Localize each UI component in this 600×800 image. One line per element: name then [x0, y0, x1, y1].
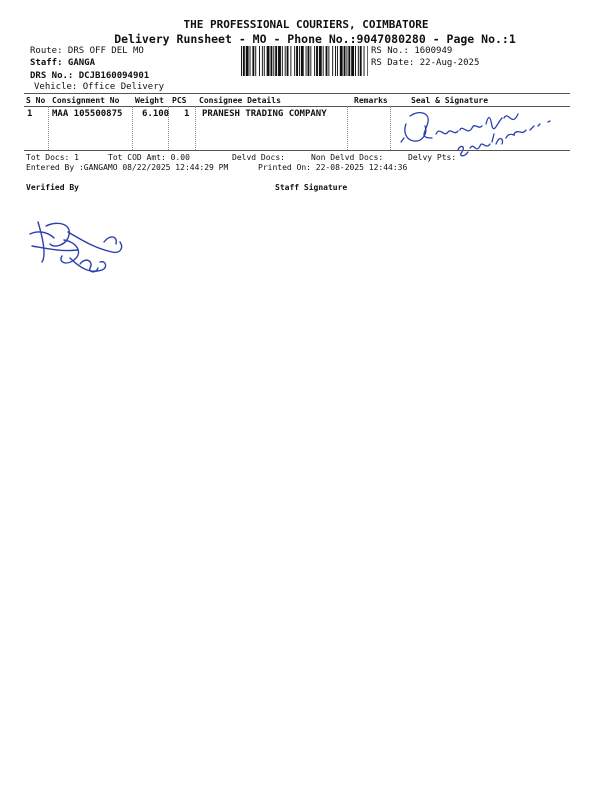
- barcode-bar: [328, 46, 329, 76]
- barcode-bar: [316, 46, 318, 76]
- rs-date: RS Date: 22-Aug-2025: [371, 58, 480, 68]
- barcode-bar: [319, 46, 322, 76]
- barcode-bar: [262, 46, 263, 76]
- barcode-bar: [351, 46, 354, 76]
- entered-by: Entered By :GANGAMO 08/22/2025 12:44:29 PM: [26, 163, 229, 172]
- table-bottom-rule: [24, 150, 570, 151]
- barcode-bar: [287, 46, 289, 76]
- barcode-bar: [241, 46, 242, 76]
- col-divider: [347, 106, 348, 150]
- col-header-sno: S No: [26, 96, 46, 105]
- col-header-pcs: PCS: [172, 96, 187, 105]
- barcode-bar: [255, 46, 256, 76]
- barcode-bar: [314, 46, 315, 76]
- barcode-bar: [337, 46, 338, 76]
- row-consignment: MAA 105500875: [52, 109, 123, 119]
- col-divider: [195, 106, 196, 150]
- barcode-bar: [323, 46, 324, 76]
- barcode-bar: [310, 46, 311, 76]
- col-divider: [48, 106, 49, 150]
- delivery-points: Delvy Pts:: [408, 153, 457, 162]
- barcode-bar: [264, 46, 265, 76]
- barcode-bar: [282, 46, 283, 76]
- barcode-bar: [306, 46, 307, 76]
- delivered-docs: Delvd Docs:: [232, 153, 285, 162]
- company-title: THE PROFESSIONAL COURIERS, COIMBATORE: [183, 18, 429, 31]
- barcode-bar: [243, 46, 245, 76]
- barcode-bar: [360, 46, 362, 76]
- barcode-bar: [278, 46, 281, 76]
- col-divider: [132, 106, 133, 150]
- table-top-rule: [24, 93, 570, 94]
- staff-signature-label: Staff Signature: [275, 183, 348, 192]
- row-consignee: PRANESH TRADING COMPANY: [202, 109, 327, 119]
- barcode-bar: [358, 46, 359, 76]
- col-header-consignment: Consignment No: [52, 96, 120, 105]
- barcode-bar: [270, 46, 272, 76]
- barcode-bar: [250, 46, 251, 76]
- barcode-bar: [296, 46, 298, 76]
- barcode-bar: [252, 46, 254, 76]
- barcode-bar: [275, 46, 277, 76]
- barcode-bar: [346, 46, 347, 76]
- barcode-bar: [294, 46, 295, 76]
- verifier-signature: [24, 212, 128, 282]
- barcode-bar: [348, 46, 350, 76]
- vehicle-label: Vehicle: Office Delivery: [34, 82, 165, 92]
- barcode-bar: [332, 46, 333, 76]
- drs-number: DRS No.: DCJB160094901: [30, 71, 150, 81]
- col-header-remarks: Remarks: [354, 96, 388, 105]
- barcode-bar: [246, 46, 249, 76]
- route-label: Route: DRS OFF DEL MO: [30, 46, 144, 56]
- total-cod-amount: Tot COD Amt: 0.00: [108, 153, 190, 162]
- barcode-bar: [301, 46, 304, 76]
- col-header-consignee: Consignee Details: [199, 96, 281, 105]
- barcode-image: [241, 46, 368, 76]
- row-pcs: 1: [184, 109, 190, 119]
- barcode-bar: [259, 46, 260, 76]
- row-weight: 6.100: [142, 109, 170, 119]
- barcode-bar: [299, 46, 300, 76]
- total-docs: Tot Docs: 1: [26, 153, 79, 162]
- barcode-bar: [290, 46, 291, 76]
- barcode-bar: [308, 46, 310, 76]
- barcode-bar: [344, 46, 346, 76]
- runsheet-subtitle: Delivery Runsheet - MO - Phone No.:9047080280 - Page No.:1: [114, 32, 516, 46]
- col-divider: [390, 106, 391, 150]
- rs-number: RS No.: 1600949: [371, 46, 453, 56]
- barcode-bar: [326, 46, 328, 76]
- barcode-bar: [285, 46, 286, 76]
- col-header-weight: Weight: [135, 96, 164, 105]
- barcode-bar: [273, 46, 274, 76]
- barcode-bar: [367, 46, 368, 76]
- col-header-seal: Seal & Signature: [411, 96, 489, 105]
- barcode-bar: [267, 46, 270, 76]
- non-delivered-docs: Non Delvd Docs:: [311, 153, 384, 162]
- printed-on: Printed On: 22-08-2025 12:44:36: [258, 163, 408, 172]
- barcode-bar: [335, 46, 336, 76]
- row-sno: 1: [27, 109, 33, 119]
- barcode-bar: [355, 46, 356, 76]
- verified-by-label: Verified By: [26, 183, 79, 192]
- barcode-bar: [364, 46, 365, 76]
- staff-label: Staff: GANGA: [30, 58, 96, 68]
- barcode-bar: [340, 46, 343, 76]
